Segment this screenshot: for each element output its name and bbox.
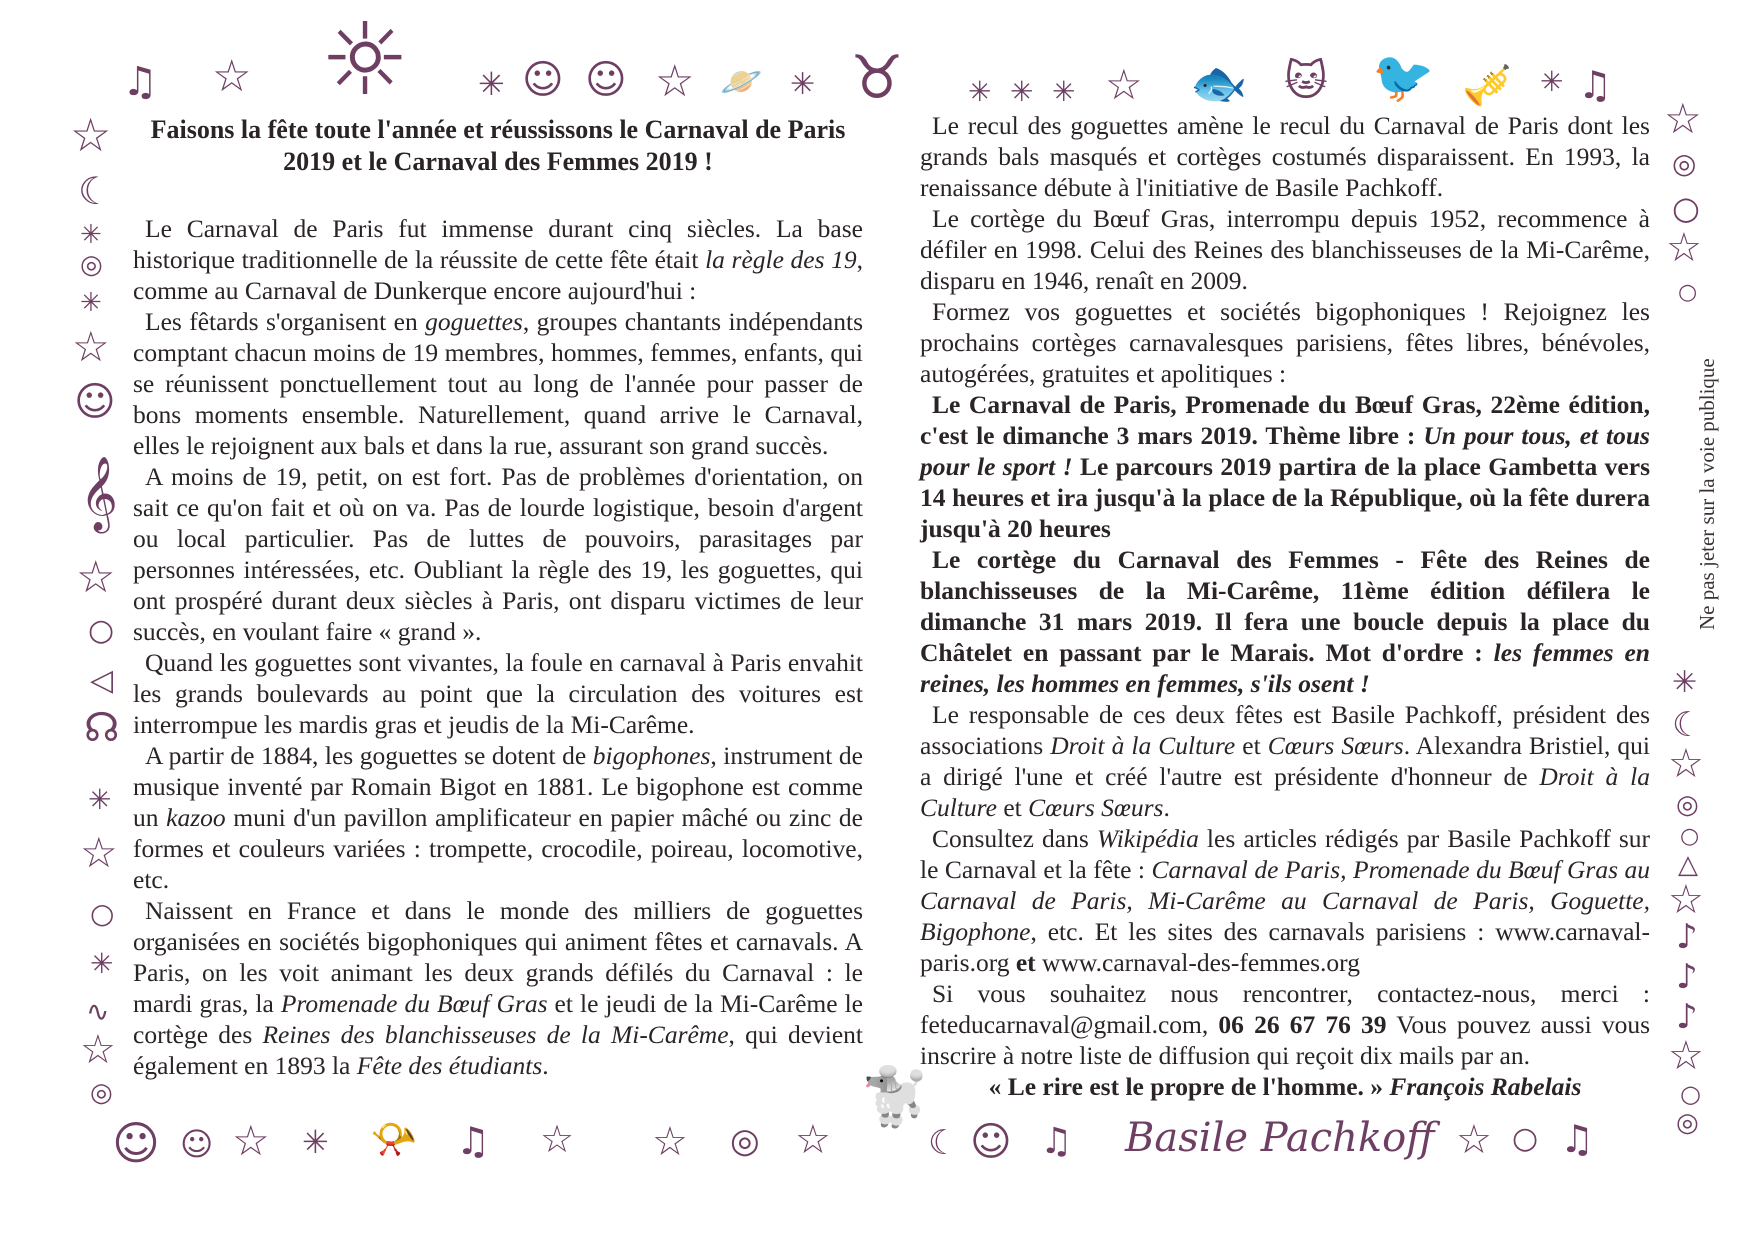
asterisk-icon: ✳ — [1052, 75, 1076, 108]
mask-icon: ☺ — [585, 57, 627, 103]
worm-icon: ∿ — [86, 995, 110, 1028]
asterisk-icon: ✳ — [790, 67, 816, 102]
star-icon: ☆ — [80, 828, 118, 877]
event-paragraph: Le cortège du Carnaval des Femmes - Fête des Reines de blanchisseuses de la Mi-Carême, 11ème édition défilera le dimanche 31 mars 2019. Il fera une boucle depuis la place du Châtelet en passant par le Marais. Mot d'ordre : les femmes en reines, les hommes en femmes, s'ils osent ! — [920, 545, 1650, 698]
spiral-icon: ◎ — [1676, 1108, 1699, 1138]
star-icon: ☆ — [1664, 94, 1702, 143]
paragraph: Quand les goguettes sont vivantes, la foule en carnaval à Paris envahit les grands boulevards au point que la circulation des voitures est interrompue les mardis gras et jeudis de la Mi-Carême. — [133, 648, 863, 739]
circle-icon: ○ — [1680, 1080, 1701, 1108]
star-icon: ☆ — [652, 1119, 688, 1165]
star-icon: ☆ — [80, 1027, 116, 1073]
spiral-icon: ◎ — [1672, 147, 1697, 180]
asterisk-icon: ✳ — [302, 1123, 329, 1161]
star-icon: ☆ — [655, 56, 695, 107]
music-note-icon: 𝄞 — [80, 457, 118, 531]
star-icon: ☆ — [1668, 1033, 1704, 1079]
asterisk-icon: ✳ — [90, 947, 114, 980]
asterisk-icon: ✳ — [80, 220, 102, 250]
mask-icon: ☺ — [522, 57, 564, 103]
asterisk-icon: ✳ — [1540, 65, 1564, 98]
triangle-icon: ◁ — [90, 663, 114, 698]
event-paragraph: Le Carnaval de Paris, Promenade du Bœuf Gras, 22ème édition, c'est le dimanche 3 mars 2019. Thème libre : Un pour tous, et tous pour le sport ! Le parcours 2019 partira de la place Gambetta vers 14 heures et ira jusqu'à la place de la République, où la fête durera jusqu'à 20 heures — [920, 390, 1650, 543]
music-note-icon: ♫ — [456, 1119, 491, 1163]
music-note-icon: ♫ — [122, 59, 158, 105]
ox-head-icon: ♉ — [850, 43, 904, 113]
circle-icon: ○ — [1512, 1121, 1539, 1156]
circle-icon: ○ — [88, 613, 115, 648]
sun-face-icon: ☼ — [320, 1, 410, 118]
star-icon: ☆ — [1666, 225, 1702, 271]
paragraph: Consultez dans Wikipédia les articles rédigés par Basile Pachkoff sur le Carnaval et la fête : Carnaval de Paris, Promenade du Bœuf Gras au Carnaval de Paris, Mi-Carême au Carnaval de Paris, Goguette, Bigophone, etc. Et les sites des carnavals parisiens : www.carnaval-paris.org et www.carnaval-des-femmes.org — [920, 824, 1651, 977]
circle-icon: ○ — [90, 897, 115, 930]
paragraph: Si vous souhaitez nous rencontrer, contactez-nous, merci : feteducarnaval@gmail.com, 06 26 67 76 39 Vous pouvez aussi vous inscrire à notre liste de diffusion qui reçoit dix mails par an. — [920, 979, 1650, 1070]
asterisk-icon: ✳ — [1010, 75, 1034, 108]
moon-icon: ☾ — [78, 169, 113, 213]
paragraph: Le cortège du Bœuf Gras, interrompu depuis 1952, recommence à défiler en 1998. Celui des Reines des blanchisseuses de la Mi-Carême, disparu en 1946, renaît en 2009. — [920, 204, 1650, 295]
spiral-icon: ◎ — [80, 250, 103, 280]
mask-icon: ☺ — [74, 379, 116, 425]
star-icon: ☆ — [795, 1117, 831, 1163]
side-note: Ne pas jeter sur la voie publique — [1695, 358, 1719, 630]
fish-icon: 🐟 — [1190, 56, 1248, 110]
moon-icon: ☾ — [928, 1123, 959, 1163]
left-column — [133, 213, 863, 1081]
page-title: Faisons la fête toute l'année et réussissons le Carnaval de Paris 2019 et le Carnaval des Femmes 2019 ! — [150, 115, 846, 176]
star-icon: ☆ — [1105, 60, 1143, 109]
mask-icon: ☺ — [970, 1119, 1012, 1165]
ear-icon: ☊ — [84, 705, 120, 751]
circle-icon: ○ — [1680, 824, 1700, 849]
circle-icon: ○ — [1678, 280, 1698, 305]
signature: Basile Pachkoff — [1125, 1115, 1435, 1161]
star-icon: ☆ — [232, 1116, 270, 1165]
paragraph: A partir de 1884, les goguettes se dotent de bigophones, instrument de musique inventé par Romain Bigot en 1881. Le bigophone est comme un kazoo muni d'un pavillon amplificateur en papier mâché ou zinc de formes et couleurs variées : trompette, crocodile, poireau, locomotive, etc. — [133, 741, 864, 894]
paragraph: A moins de 19, petit, on est fort. Pas de problèmes d'orientation, on sait ce qu'on fait et où on va. Pas de lourde logistique, besoin d'argent ou local particulier. Pas de luttes de pouvoirs, parasitages par personnes intéressées, etc. Oubliant la règle des 19, les goguettes, qui ont prospéré durant deux siècles à Paris, ont disparu victimes de leur succès, en voulant faire « grand ». — [133, 462, 863, 646]
spiral-icon: ◎ — [730, 1121, 760, 1161]
asterisk-icon: ✳ — [88, 783, 112, 816]
music-note-icon: ♪ — [1676, 917, 1698, 957]
asterisk-icon: ✳ — [80, 288, 102, 318]
shooting-star-icon: ☆ — [540, 1117, 575, 1161]
right-column — [920, 110, 1650, 1102]
music-note-icon: ♫ — [1040, 1121, 1073, 1162]
spiral-icon: ◎ — [90, 1078, 113, 1108]
paragraph: Le Carnaval de Paris fut immense durant cinq siècles. La base historique traditionnelle de la réussite de cette fête était la règle des 19, comme au Carnaval de Dunkerque encore aujourd'hui : — [133, 214, 863, 305]
music-note-icon: ♫ — [1560, 1117, 1595, 1161]
asterisk-icon: ✳ — [1672, 665, 1698, 700]
star-icon: ☆ — [70, 108, 112, 162]
mask-icon: ☺ — [112, 1116, 160, 1170]
paragraph: Le responsable de ces deux fêtes est Basile Pachkoff, président des associations Droit à la Culture et Cœurs Sœurs. Alexandra Bristiel, qui a dirigé l'une et créé l'autre est présidente d'honneur de Droit à la Culture et Cœurs Sœurs. — [920, 700, 1650, 822]
moon-icon: ☾ — [1672, 705, 1703, 745]
asterisk-icon: ✳ — [968, 75, 992, 108]
star-icon: ☆ — [212, 51, 252, 102]
asterisk-icon: ✳ — [478, 65, 505, 103]
spiral-icon: ◎ — [1676, 790, 1699, 820]
cat-face-icon: 🐱 — [1284, 56, 1328, 105]
planet-icon: 🪐 — [720, 62, 763, 102]
poodle-icon: 🐩 — [860, 1065, 930, 1130]
trumpet-icon: 📯 — [370, 1117, 418, 1161]
paragraph: Formez vos goguettes et sociétés bigophoniques ! Rejoignez les prochains cortèges carnavalesques parisiens, fêtes libres, bénévoles, autogérées, gratuites et apolitiques : — [920, 297, 1650, 388]
trumpet-icon: 🎺 — [1462, 63, 1512, 109]
paragraph: Le recul des goguettes amène le recul du Carnaval de Paris dont les grands bals masqués et cortèges costumés disparaissent. En 1993, la renaissance débute à l'initiative de Basile Pachkoff. — [920, 111, 1650, 202]
smiley-icon: ☺ — [180, 1125, 214, 1163]
star-icon: ☆ — [1456, 1117, 1492, 1163]
triangle-icon: △ — [1678, 850, 1698, 880]
music-note-icon: ♫ — [1578, 63, 1613, 107]
music-note-icon: ♪ — [1676, 957, 1698, 997]
quote: « Le rire est le propre de l'homme. » François Rabelais — [988, 1072, 1582, 1101]
music-note-icon: ♪ — [1676, 997, 1698, 1037]
star-icon: ☆ — [1668, 741, 1704, 787]
star-icon: ☆ — [72, 322, 110, 371]
bird-head-icon: 🐦 — [1372, 48, 1435, 106]
star-icon: ☆ — [76, 552, 116, 603]
paragraph: Naissent en France et dans le monde des milliers de goguettes organisées en sociétés bigophoniques qui animent fêtes et carnavals. A Paris, on les voit animant les deux grands défilés du Carnaval : le mardi gras, la Promenade du Bœuf Gras et le jeudi de la Mi-Carême le cortège des Reines des blanchisseuses de la Mi-Carême, qui devient également en 1893 la Fête des étudiants. — [133, 896, 863, 1080]
star-icon: ☆ — [1668, 877, 1704, 923]
paragraph: Les fêtards s'organisent en goguettes, groupes chantants indépendants comptant chacun moins de 19 membres, hommes, femmes, enfants, qui se réunissent ponctuellement tout au long de l'année pour passer de bons moments ensemble. Naturellement, quand arrive le Carnaval, elles le rejoignent aux bals et dans la rue, assurant son grand succès. — [133, 307, 863, 460]
circle-icon: ○ — [1672, 189, 1700, 227]
